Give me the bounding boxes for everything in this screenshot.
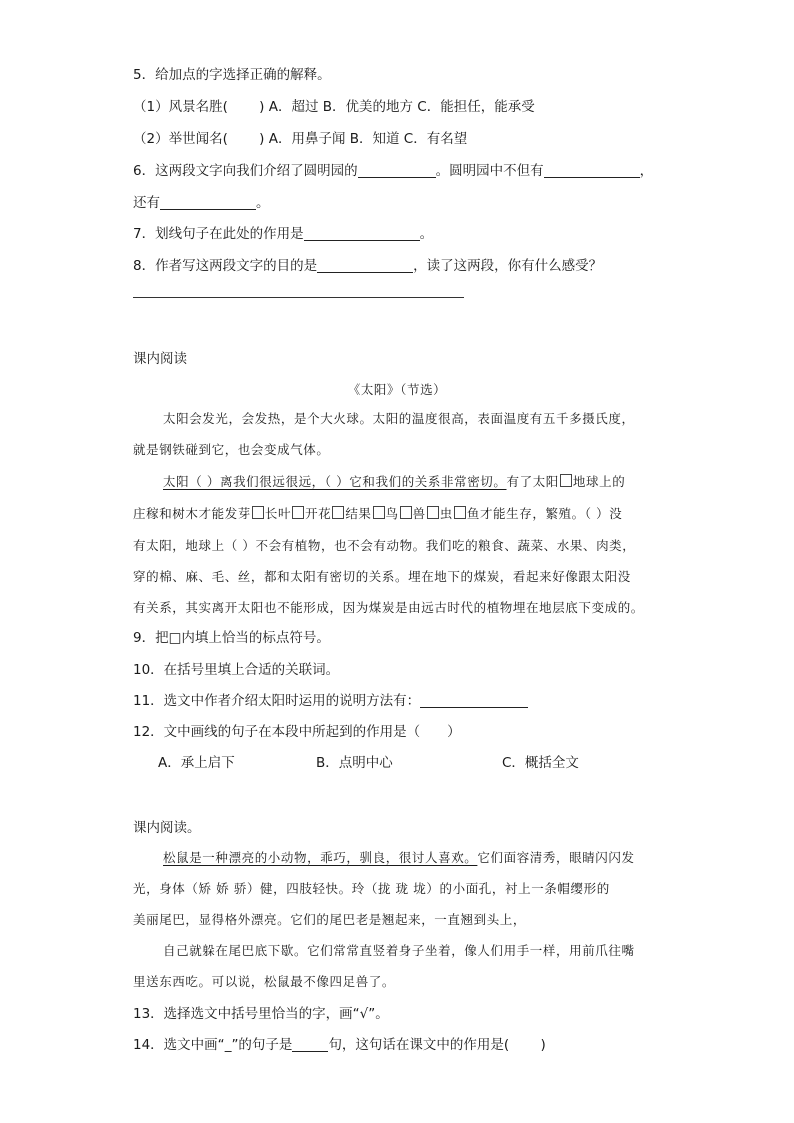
q6-line-2 — [133, 193, 270, 213]
punct-box[interactable] — [252, 506, 264, 519]
punct-box[interactable] — [400, 506, 412, 519]
section2-line-2: 光，身体（矫 娇 骄）健，四肢轻快。玲（拢 珑 垅）的小面孔，衬上一条帽缨形的 — [133, 881, 610, 896]
punct-box[interactable] — [454, 506, 466, 519]
q6-text-2: 。圆明园中不但有 — [435, 163, 544, 179]
q8-text: 8．作者写这两段文字的目的是 — [133, 258, 318, 274]
underlined-sentence: 太阳（ ）离我们很远很远，（ ）它和我们的关系非常密切。 — [163, 474, 507, 489]
p2-seg: 庄稼和树木才能发芽 — [133, 506, 251, 521]
q6-text-4: 还有 — [133, 195, 160, 211]
section1-p1-line-1: 太阳会发光，会发热，是个大火球。太阳的温度很高，表面温度有五千多摄氏度， — [163, 411, 635, 426]
p2-seg: 鸟 — [385, 506, 399, 521]
section2-line-1 — [163, 848, 635, 868]
section2-line-5: 里送东西吃。可以说，松鼠最不像四足兽了。 — [133, 974, 396, 989]
q6-blank-3[interactable] — [160, 195, 256, 210]
punct-box[interactable] — [560, 474, 572, 487]
q11-text: 11．选文中作者介绍太阳时运用的说明方法有： — [133, 693, 421, 709]
section2-heading: 课内阅读。 — [133, 820, 201, 836]
underlined-sentence: 松鼠是一种漂亮的小动物，乖巧，驯良，很讨人喜欢。 — [163, 850, 478, 865]
q5-item-2: （2）举世闻名( ) A．用鼻子闻 B．知道 C．有名望 — [133, 131, 468, 147]
punct-box[interactable] — [373, 506, 385, 519]
q6-text-1: 6．这两段文字向我们介绍了圆明园的 — [133, 163, 358, 179]
q13: 13．选择选文中括号里恰当的字，画“√”。 — [133, 1006, 389, 1022]
q14 — [133, 1035, 546, 1055]
p2-seg: 兽 — [412, 506, 426, 521]
q12-option-c[interactable]: C．概括全文 — [502, 755, 579, 771]
section1-p2-line-4: 穿的棉、麻、毛、丝，都和太阳有密切的关系。埋在地下的煤炭，看起来好像跟太阳没 — [133, 569, 631, 584]
q6-text-3: ， — [639, 163, 654, 179]
p2-seg: 开花 — [305, 506, 332, 521]
q8-rest: ，读了这两段，你有什么感受？ — [413, 258, 603, 274]
punct-box[interactable] — [332, 506, 344, 519]
p2-seg: 鱼才能生存，繁殖。（ ）没 — [466, 506, 623, 521]
section1-p2-line-2 — [133, 504, 622, 524]
q5-item-1: （1）风景名胜( ) A．超过 B．优美的地方 C．能担任，能承受 — [133, 99, 535, 115]
p2-l1-text: 有了太阳 — [506, 474, 559, 489]
q14-text-b: ”的句子是 — [231, 1037, 293, 1053]
section1-title: 《太阳》（节选） — [347, 382, 447, 397]
q12: 12．文中画线的句子在本段中所起到的作用是（ ） — [133, 724, 461, 740]
section2-l1-rest: 它们面容清秀，眼睛闪闪发 — [477, 850, 635, 865]
q7-end: 。 — [419, 226, 434, 242]
q12-option-b[interactable]: B．点明中心 — [316, 755, 393, 771]
punct-box[interactable] — [427, 506, 439, 519]
section1-p2-line-3: 有太阳，地球上（ ）不会有植物，也不会有动物。我们吃的粮食、蔬菜、水果、肉类， — [133, 538, 636, 553]
q11-blank[interactable] — [420, 693, 528, 708]
p2-seg: 结果 — [345, 506, 372, 521]
punct-box[interactable] — [292, 506, 304, 519]
q7-text: 7．划线句子在此处的作用是 — [133, 226, 304, 242]
q14-text-c: 句，这句话在课文中的作用是( ) — [328, 1037, 546, 1053]
q6-line-1 — [133, 161, 653, 181]
section1-p2-line-1 — [163, 472, 625, 492]
q8-answer-line[interactable] — [133, 297, 464, 298]
q14-mark: _ — [224, 1037, 232, 1053]
section2-line-4: 自己就躲在尾巴底下歇。它们常常直竖着身子坐着，像人们用手一样，用前爪往嘴 — [163, 943, 635, 958]
q5-title: 5．给加点的字选择正确的解释。 — [133, 67, 331, 83]
section1-p1-line-2: 就是钢铁碰到它，也会变成气体。 — [133, 442, 330, 457]
q7-blank[interactable] — [304, 226, 420, 241]
p2-l1-end: 地球上的 — [572, 474, 626, 489]
q7 — [133, 224, 433, 244]
section1-heading: 课内阅读 — [133, 351, 187, 367]
q11 — [133, 691, 528, 711]
q8 — [133, 256, 602, 276]
q14-blank[interactable] — [292, 1037, 328, 1052]
q9: 9．把□内填上恰当的标点符号。 — [133, 630, 330, 646]
q12-option-a[interactable]: A．承上启下 — [158, 755, 235, 771]
q10: 10．在括号里填上合适的关联词。 — [133, 662, 340, 678]
q14-text-a: 14．选文中画“ — [133, 1037, 225, 1053]
section2-line-3: 美丽尾巴，显得格外漂亮。它们的尾巴老是翘起来，一直翘到头上， — [133, 912, 527, 927]
p2-seg: 虫 — [439, 506, 453, 521]
q6-blank-1[interactable] — [358, 163, 436, 178]
section1-p2-line-5: 有关系，其实离开太阳也不能形成，因为煤炭是由远古时代的植物埋在地层底下变成的。 — [133, 600, 644, 615]
q6-blank-2[interactable] — [544, 163, 640, 178]
p2-seg: 长叶 — [264, 506, 292, 521]
q6-text-5: 。 — [256, 195, 270, 211]
q8-blank[interactable] — [317, 258, 413, 273]
